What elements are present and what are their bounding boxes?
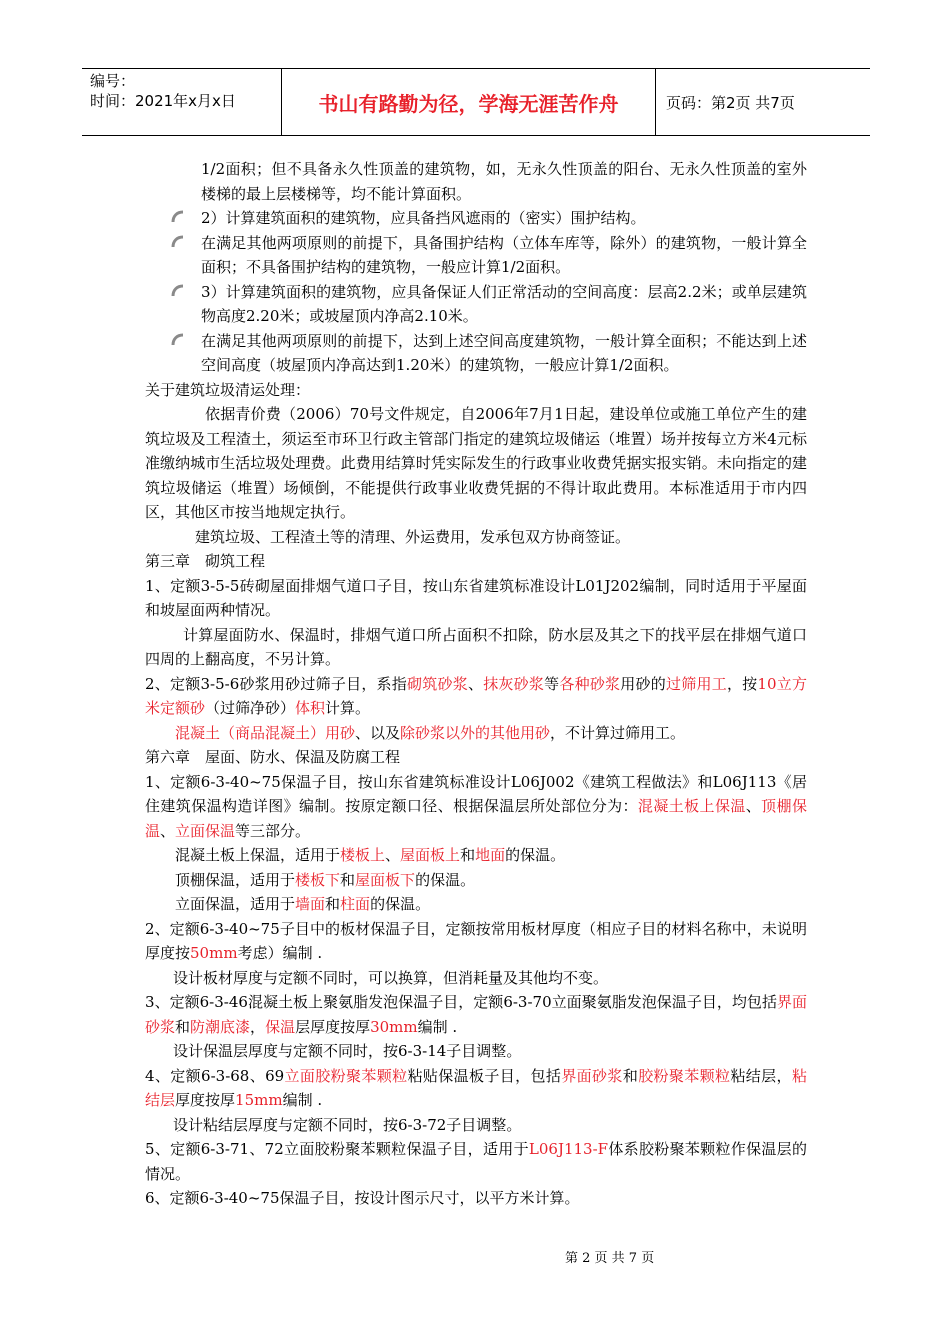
paragraph: 设计粘结层厚度与定额不同时，按6-3-72子目调整。 (173, 1115, 522, 1134)
document-body (145, 157, 807, 1211)
text: 厚度按厚 (175, 1091, 236, 1109)
header-page-label: 页码：第2页 共7页 (666, 93, 795, 112)
chapter-title: 第三章 砌筑工程 (145, 552, 266, 570)
text: 粘贴保温板子目，包括 (407, 1066, 562, 1085)
highlight: 15mm (235, 1091, 283, 1109)
highlight: 楼板下 (295, 870, 341, 889)
text: 和 (175, 1017, 191, 1036)
text: 、 (745, 797, 762, 815)
text: ，不计算过筛用工。 (550, 723, 686, 742)
bullet-item (145, 231, 807, 280)
paragraph (145, 721, 807, 746)
page-footer: 第 2 页 共 7 页 (565, 1251, 655, 1266)
text: 的保温。 (415, 870, 476, 889)
bullet-icon (171, 235, 185, 249)
highlight: 界面砂浆 (145, 993, 807, 1036)
paragraph (145, 990, 807, 1039)
paragraph (145, 770, 807, 844)
paragraph (145, 1064, 807, 1113)
paragraph (145, 917, 807, 966)
text: 粘结层， (730, 1066, 792, 1085)
highlight: L06J113-F (528, 1140, 609, 1158)
highlight: 顶棚保温 (145, 797, 807, 840)
text: 和 (622, 1066, 639, 1085)
highlight: 10立方米定额砂 (145, 674, 807, 717)
bullet-item (145, 329, 807, 378)
text: 考虑）编制 . (237, 944, 323, 962)
text: 2、定额6-3-40~75子目中的板材保温子目，定额按常用板材厚度（相应子目的材料名称中，未说明厚度按 (145, 919, 807, 962)
highlight: 楼板上 (340, 846, 386, 864)
text: 立面保温，适用于 (175, 895, 296, 913)
highlight: 保温 (265, 1017, 296, 1036)
text: 、 (160, 821, 176, 840)
highlight: 粘结层 (145, 1066, 807, 1109)
text: 的保温。 (370, 895, 431, 913)
highlight: 混凝土（商品混凝土）用砂 (175, 723, 356, 742)
text: 层厚度按厚 (295, 1017, 371, 1036)
paragraph: 设计板材厚度与定额不同时，可以换算，但消耗量及其他均不变。 (173, 968, 609, 987)
text: （过筛净砂） (205, 699, 296, 717)
highlight: 抹灰砂浆 (483, 674, 545, 693)
paragraph: 依据青价费（2006）70号文件规定，自2006年7月1日起，建设单位或施工单位产生的建筑垃圾及工程渣土，须运至市环卫行政主管部门指定的建筑垃圾储运（堆置）场并按每立方米4元标准缴纳城市生活垃圾处理费。此费用结算时凭实际发生的行政事业收费凭据实报实销。未向指定的建筑垃圾储运（堆置）场倾倒，不能提供行政事业收费凭据的不得计取此费用。本标准适用于市内四区，其他区市按当地规定执行。 (145, 405, 807, 521)
highlight: 地面 (475, 846, 506, 864)
text: 用砂的 (620, 674, 666, 693)
highlight: 墙面 (295, 895, 326, 913)
highlight: 防潮底漆 (190, 1017, 251, 1036)
section-title: 关于建筑垃圾清运处理： (145, 380, 311, 399)
text: 体系胶粉聚苯颗粒作保温层的情况。 (145, 1140, 807, 1183)
text: ，按 (726, 674, 758, 693)
text: 3、定额6-3-46混凝土板上聚氨脂发泡保温子目，定额6-3-70立面聚氨脂发泡保温子目，均包括 (145, 993, 777, 1011)
paragraph: 1/2面积；但不具备永久性顶盖的建筑物，如，无永久性顶盖的阳台、无永久性顶盖的室外楼梯的最上层楼梯等，均不能计算面积。 (201, 160, 807, 203)
text: 1、定额6-3-40~75保温子目，按山东省建筑标准设计L06J002《建筑工程做法》和L06J113《居住建筑保温构造详图》编制。按原定额口径、根据保温层所处部位分为： (145, 772, 807, 815)
highlight: 30mm (370, 1017, 418, 1036)
bullet-text: 在满足其他两项原则的前提下，达到上述空间高度建筑物，一般计算全面积；不能达到上述空间高度（坡屋顶内净高达到1.20米）的建筑物，一般应计算1/2面积。 (201, 331, 807, 374)
bullet-text: 3）计算建筑面积的建筑物，应具备保证人们正常活动的空间高度：层高2.2米；或单层建筑物高度2.20米；或坡屋顶内净高2.10米。 (201, 282, 807, 325)
bullet-text: 在满足其他两项原则的前提下，具备围护结构（立体车库等，除外）的建筑物，一般计算全面积；不具备围护结构的建筑物，一般应计算1/2面积。 (201, 233, 807, 276)
paragraph (145, 1137, 807, 1186)
paragraph: 建筑垃圾、工程渣土等的清理、外运费用，发承包双方协商签证。 (195, 527, 631, 546)
bullet-item (145, 206, 807, 231)
bullet-item (145, 280, 807, 329)
text: 计算。 (325, 699, 371, 717)
highlight: 过筛用工 (666, 674, 727, 693)
paragraph: 计算屋面防水、保温时，排烟气道口所占面积不扣除，防水层及其之下的找平层在排烟气道口四周的上翻高度，不另计算。 (145, 625, 807, 668)
text: 编制 . (282, 1091, 323, 1109)
text: 和 (340, 870, 356, 889)
highlight: 各种砂浆 (559, 674, 621, 693)
header-info (82, 69, 282, 135)
highlight: 屋面板上 (400, 846, 461, 864)
highlight: 立面保温 (175, 821, 236, 840)
highlight: 柱面 (340, 895, 371, 913)
chapter-title: 第六章 屋面、防水、保温及防腐工程 (145, 748, 401, 766)
doc-date-label: 时间：2021年x月x日 (90, 92, 236, 110)
text: ， (250, 1017, 266, 1036)
paragraph: 6、定额6-3-40~75保温子目，按设计图示尺寸，以平方米计算。 (145, 1189, 580, 1207)
text: 和 (460, 846, 476, 864)
bullet-icon (171, 284, 185, 298)
text: 等三部分。 (235, 821, 311, 840)
bullet-text: 2）计算建筑面积的建筑物，应具备挡风遮雨的（密实）围护结构。 (201, 209, 646, 227)
text: 5、定额6-3-71、72立面胶粉聚苯颗粒保温子目，适用于 (145, 1140, 529, 1158)
text: 顶棚保温，适用于 (175, 870, 296, 889)
doc-number-label: 编号： (90, 72, 136, 90)
paragraph (145, 672, 807, 721)
paragraph: 设计保温层厚度与定额不同时，按6-3-14子目调整。 (173, 1042, 522, 1060)
highlight: 50mm (190, 944, 238, 962)
paragraph (145, 843, 807, 868)
highlight: 屋面板下 (355, 870, 416, 889)
paragraph (145, 892, 807, 917)
text: 编制 . (417, 1017, 458, 1036)
highlight: 除砂浆以外的其他用砂 (400, 723, 551, 742)
header-motto: 书山有路勤为径，学海无涯苦作舟 (282, 69, 656, 135)
text: 等 (544, 674, 560, 693)
highlight: 混凝土板上保温 (637, 797, 746, 815)
text: 的保温。 (505, 846, 566, 864)
text: 和 (325, 895, 341, 913)
text: 、以及 (355, 723, 401, 742)
text: 混凝土板上保温，适用于 (175, 846, 341, 864)
highlight: 砌筑砂浆 (407, 674, 468, 693)
text: 、 (385, 846, 401, 864)
paragraph: 1、定额3-5-5砖砌屋面排烟气道口子目，按山东省建筑标准设计L01J202编制，同时适用于平屋面和坡屋面两种情况。 (145, 576, 807, 619)
bullet-icon (171, 210, 185, 224)
text: 4、定额6-3-68、69 (145, 1066, 285, 1085)
highlight: 立面胶粉聚苯颗粒 (284, 1066, 408, 1085)
page-header (82, 68, 870, 136)
highlight: 界面砂浆 (561, 1066, 623, 1085)
highlight: 胶粉聚苯颗粒 (638, 1066, 731, 1085)
paragraph (145, 868, 807, 893)
highlight: 体积 (295, 699, 326, 717)
bullet-icon (171, 333, 185, 347)
text: 2、定额3-5-6砂浆用砂过筛子目，系指 (145, 674, 408, 693)
text: 、 (467, 674, 484, 693)
